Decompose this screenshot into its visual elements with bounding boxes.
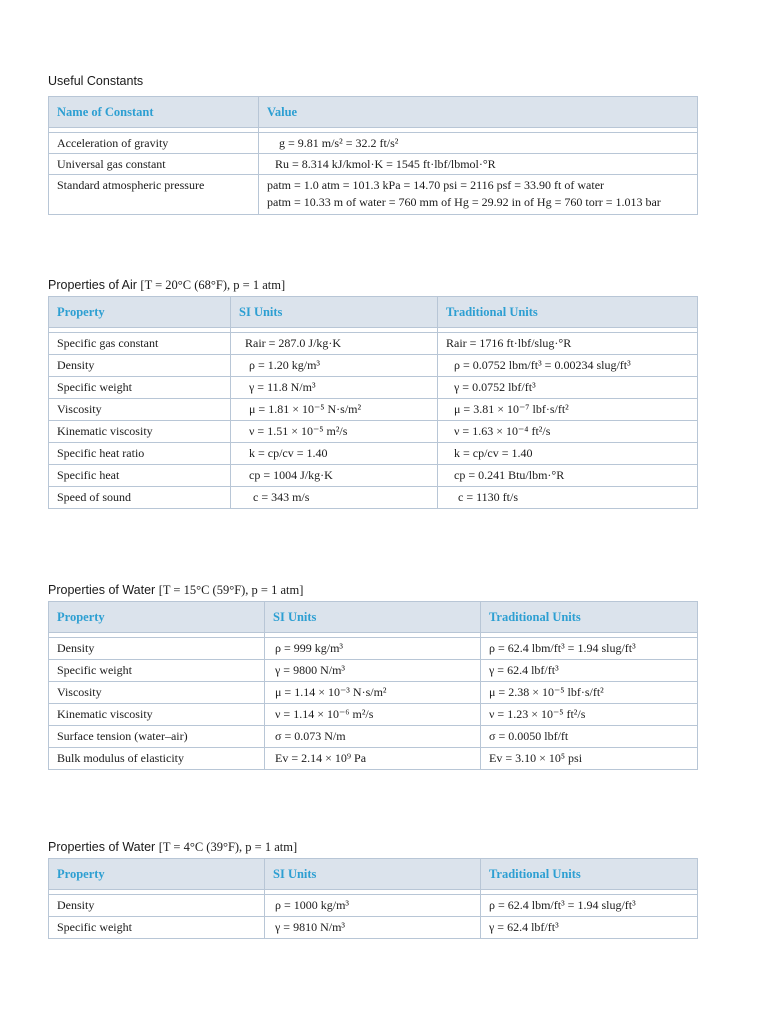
constant-name: Acceleration of gravity — [49, 133, 259, 154]
water4-conditions: [T = 4°C (39°F), p = 1 atm] — [158, 840, 298, 854]
table-row — [49, 154, 698, 175]
traditional-value: ρ = 62.4 lbm/ft³ = 1.94 slug/ft³ — [481, 895, 698, 917]
table-row — [49, 895, 698, 917]
si-value: γ = 9800 N/m³ — [265, 660, 481, 682]
water15-conditions: [T = 15°C (59°F), p = 1 atm] — [158, 583, 304, 597]
constant-value: g = 9.81 m/s² = 32.2 ft/s² — [259, 133, 698, 154]
table-row — [49, 704, 698, 726]
column-header: Property — [49, 297, 231, 328]
table-row — [49, 726, 698, 748]
property-name: Surface tension (water–air) — [49, 726, 265, 748]
table-row — [49, 660, 698, 682]
si-value: μ = 1.14 × 10⁻³ N·s/m² — [265, 682, 481, 704]
traditional-value: γ = 62.4 lbf/ft³ — [481, 660, 698, 682]
table-header-row — [49, 602, 698, 633]
property-name: Density — [49, 355, 231, 377]
air-conditions: [T = 20°C (68°F), p = 1 atm] — [140, 278, 286, 292]
si-value: ρ = 1.20 kg/m³ — [231, 355, 438, 377]
traditional-value: cp = 0.241 Btu/lbm·°R — [438, 465, 698, 487]
table-row — [49, 465, 698, 487]
si-value: γ = 9810 N/m³ — [265, 917, 481, 939]
si-value: c = 343 m/s — [231, 487, 438, 509]
constant-name: Universal gas constant — [49, 154, 259, 175]
si-value: μ = 1.81 × 10⁻⁵ N·s/m² — [231, 399, 438, 421]
column-header: Traditional Units — [481, 602, 698, 633]
property-name: Density — [49, 895, 265, 917]
traditional-value: σ = 0.0050 lbf/ft — [481, 726, 698, 748]
column-header: SI Units — [265, 859, 481, 890]
table-row — [49, 175, 698, 215]
column-header: Value — [259, 97, 698, 128]
column-header: Traditional Units — [481, 859, 698, 890]
property-name: Kinematic viscosity — [49, 421, 231, 443]
table-header-row — [49, 97, 698, 128]
constant-name: Standard atmospheric pressure — [49, 175, 259, 215]
property-name: Specific weight — [49, 917, 265, 939]
si-value: Ev = 2.14 × 10⁹ Pa — [265, 748, 481, 770]
table-header-row — [49, 297, 698, 328]
constant-value — [259, 175, 698, 215]
property-name: Bulk modulus of elasticity — [49, 748, 265, 770]
water4-title-text: Properties of Water — [48, 840, 156, 854]
water15-title — [48, 583, 303, 598]
traditional-value: μ = 2.38 × 10⁻⁵ lbf·s/ft² — [481, 682, 698, 704]
air-title — [48, 278, 285, 293]
property-name: Specific weight — [49, 660, 265, 682]
table-row — [49, 377, 698, 399]
traditional-value: Ev = 3.10 × 10⁵ psi — [481, 748, 698, 770]
property-name: Speed of sound — [49, 487, 231, 509]
property-name: Kinematic viscosity — [49, 704, 265, 726]
table-row — [49, 399, 698, 421]
table-header-row — [49, 859, 698, 890]
property-name: Specific gas constant — [49, 333, 231, 355]
column-header: SI Units — [231, 297, 438, 328]
si-value: ν = 1.14 × 10⁻⁶ m²/s — [265, 704, 481, 726]
table-row — [49, 638, 698, 660]
si-value: σ = 0.073 N/m — [265, 726, 481, 748]
water4-table — [48, 858, 698, 939]
table-row — [49, 487, 698, 509]
traditional-value: ν = 1.63 × 10⁻⁴ ft²/s — [438, 421, 698, 443]
traditional-value: c = 1130 ft/s — [438, 487, 698, 509]
traditional-value: ρ = 62.4 lbm/ft³ = 1.94 slug/ft³ — [481, 638, 698, 660]
column-header: SI Units — [265, 602, 481, 633]
table-row — [49, 748, 698, 770]
column-header: Property — [49, 602, 265, 633]
property-name: Specific heat ratio — [49, 443, 231, 465]
table-row — [49, 333, 698, 355]
si-value: Rair = 287.0 J/kg·K — [231, 333, 438, 355]
si-value: γ = 11.8 N/m³ — [231, 377, 438, 399]
constants-title: Useful Constants — [48, 74, 144, 88]
traditional-value: ν = 1.23 × 10⁻⁵ ft²/s — [481, 704, 698, 726]
property-name: Density — [49, 638, 265, 660]
water15-table — [48, 601, 698, 770]
column-header: Property — [49, 859, 265, 890]
constant-value-line: patm = 1.0 atm = 101.3 kPa = 14.70 psi = 2116 psf = 33.90 ft of water — [267, 178, 605, 192]
table-row — [49, 133, 698, 154]
traditional-value: k = cp/cv = 1.40 — [438, 443, 698, 465]
water4-title — [48, 840, 297, 855]
property-name: Specific weight — [49, 377, 231, 399]
water15-title-text: Properties of Water — [48, 583, 156, 597]
property-name: Specific heat — [49, 465, 231, 487]
constants-table — [48, 96, 698, 215]
table-row — [49, 443, 698, 465]
traditional-value: γ = 62.4 lbf/ft³ — [481, 917, 698, 939]
constant-value: Ru = 8.314 kJ/kmol·K = 1545 ft·lbf/lbmol·°R — [259, 154, 698, 175]
si-value: cp = 1004 J/kg·K — [231, 465, 438, 487]
si-value: ρ = 1000 kg/m³ — [265, 895, 481, 917]
table-row — [49, 421, 698, 443]
property-name: Viscosity — [49, 682, 265, 704]
property-name: Viscosity — [49, 399, 231, 421]
traditional-value: Rair = 1716 ft·lbf/slug·°R — [438, 333, 698, 355]
table-row — [49, 917, 698, 939]
si-value: ν = 1.51 × 10⁻⁵ m²/s — [231, 421, 438, 443]
table-row — [49, 355, 698, 377]
air-title-text: Properties of Air — [48, 278, 137, 292]
si-value: k = cp/cv = 1.40 — [231, 443, 438, 465]
air-table — [48, 296, 698, 509]
si-value: ρ = 999 kg/m³ — [265, 638, 481, 660]
constant-value-line: patm = 10.33 m of water = 760 mm of Hg = 29.92 in of Hg = 760 torr = 1.013 bar — [267, 195, 661, 209]
traditional-value: ρ = 0.0752 lbm/ft³ = 0.00234 slug/ft³ — [438, 355, 698, 377]
column-header: Name of Constant — [49, 97, 259, 128]
column-header: Traditional Units — [438, 297, 698, 328]
traditional-value: γ = 0.0752 lbf/ft³ — [438, 377, 698, 399]
table-row — [49, 682, 698, 704]
traditional-value: μ = 3.81 × 10⁻⁷ lbf·s/ft² — [438, 399, 698, 421]
